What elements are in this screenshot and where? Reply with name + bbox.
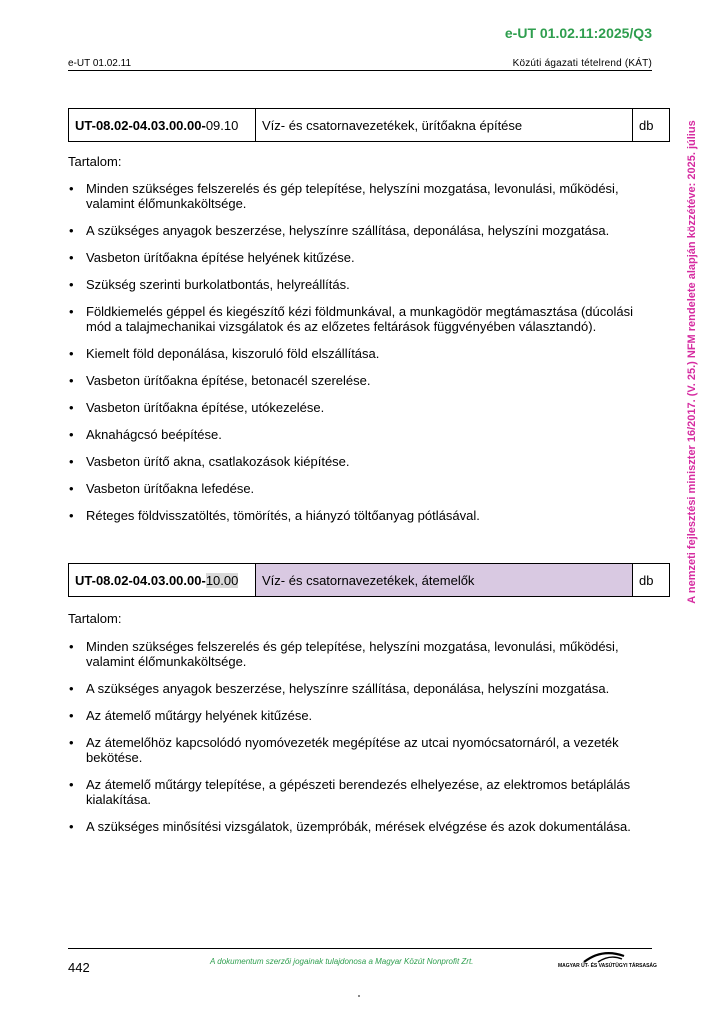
list-item: • Kiemelt föld deponálása, kiszoruló föld elszállítása.	[68, 346, 648, 361]
item-code	[69, 564, 256, 597]
bullet-list-1	[68, 181, 648, 535]
header-rule	[68, 70, 652, 71]
header-left: e-UT 01.02.11	[68, 58, 132, 69]
item-description: Víz- és csatornavezetékek, ürítőakna építése	[256, 109, 633, 142]
list-item: • Az átemelő műtárgy helyének kitűzése.	[68, 708, 648, 723]
page-dot	[358, 995, 360, 997]
list-item: • Vasbeton ürítőakna lefedése.	[68, 481, 648, 496]
logo-swoosh-icon	[558, 950, 654, 964]
list-item: • Vasbeton ürítőakna építése, utókezelése.	[68, 400, 648, 415]
list-item: • Az átemelőhöz kapcsolódó nyomóvezeték megépítése az utcai nyomócsatornáról, a vezeték bekötése.	[68, 735, 648, 765]
list-item: • Vasbeton ürítő akna, csatlakozások kiépítése.	[68, 454, 648, 469]
page-number: 442	[68, 960, 90, 975]
side-note-text: A nemzeti fejlesztési miniszter 16/2017. (V. 25.) NFM rendelete alapján közzétéve: 2025. július	[686, 120, 698, 604]
item-description: Víz- és csatornavezetékek, átemelők	[256, 564, 633, 597]
header-right: Közúti ágazati tételrend (KÁT)	[512, 58, 652, 69]
item-code	[69, 109, 256, 142]
item-unit: db	[633, 564, 670, 597]
item-code-suffix: 09.10	[205, 117, 239, 133]
item-unit: db	[633, 109, 670, 142]
list-item: • A szükséges anyagok beszerzése, helyszínre szállítása, deponálása, helyszíni mozgatása.	[68, 681, 648, 696]
item-code-main: UT-08.02-04.03.00.00-	[75, 572, 206, 588]
list-item: • Vasbeton ürítőakna építése helyének kitűzése.	[68, 250, 648, 265]
logo-text: MAGYAR ÚT- ÉS VASÚTÜGYI TÁRSASÁG	[558, 963, 657, 969]
content-label: Tartalom:	[68, 611, 122, 626]
list-item: • Az átemelő műtárgy telepítése, a gépészeti berendezés elhelyezése, az elektromos betáplálás kialakítása.	[68, 777, 648, 807]
list-item: • Szükség szerinti burkolatbontás, helyreállítás.	[68, 277, 648, 292]
item-code-main: UT-08.02-04.03.00.00-	[75, 117, 206, 133]
list-item: • A szükséges minősítési vizsgálatok, üzempróbák, mérések elvégzése és azok dokumentálása.	[68, 819, 648, 834]
footer-rule	[68, 948, 652, 949]
copyright-note: A dokumentum szerzői jogainak tulajdonosa a Magyar Közút Nonprofit Zrt.	[210, 957, 474, 966]
content-label: Tartalom:	[68, 154, 122, 169]
item-table-2	[68, 563, 670, 597]
item-table-1	[68, 108, 670, 142]
list-item: • Földkiemelés géppel és kiegészítő kézi földmunkával, a munkagödör megtámasztása (dúcolási mód a talajmechanikai vizsgálatok és az előzetes feltárások függvényében választandó).	[68, 304, 648, 334]
item-code-suffix: 10.00	[205, 572, 239, 588]
list-item: • Minden szükséges felszerelés és gép telepítése, helyszíni mozgatása, levonulási, működési, valamint élőmunkaköltsége.	[68, 181, 648, 211]
list-item: • Réteges földvisszatöltés, tömörítés, a hiányzó töltőanyag pótlásával.	[68, 508, 648, 523]
bullet-list-2	[68, 639, 648, 846]
company-logo	[558, 950, 657, 974]
list-item: • Minden szükséges felszerelés és gép telepítése, helyszíni mozgatása, levonulási, működési, valamint élőmunkaköltsége.	[68, 639, 648, 669]
list-item: • Vasbeton ürítőakna építése, betonacél szerelése.	[68, 373, 648, 388]
document-code: e-UT 01.02.11:2025/Q3	[504, 25, 652, 41]
list-item: • A szükséges anyagok beszerzése, helyszínre szállítása, deponálása, helyszíni mozgatása.	[68, 223, 648, 238]
list-item: • Aknahágcsó beépítése.	[68, 427, 648, 442]
